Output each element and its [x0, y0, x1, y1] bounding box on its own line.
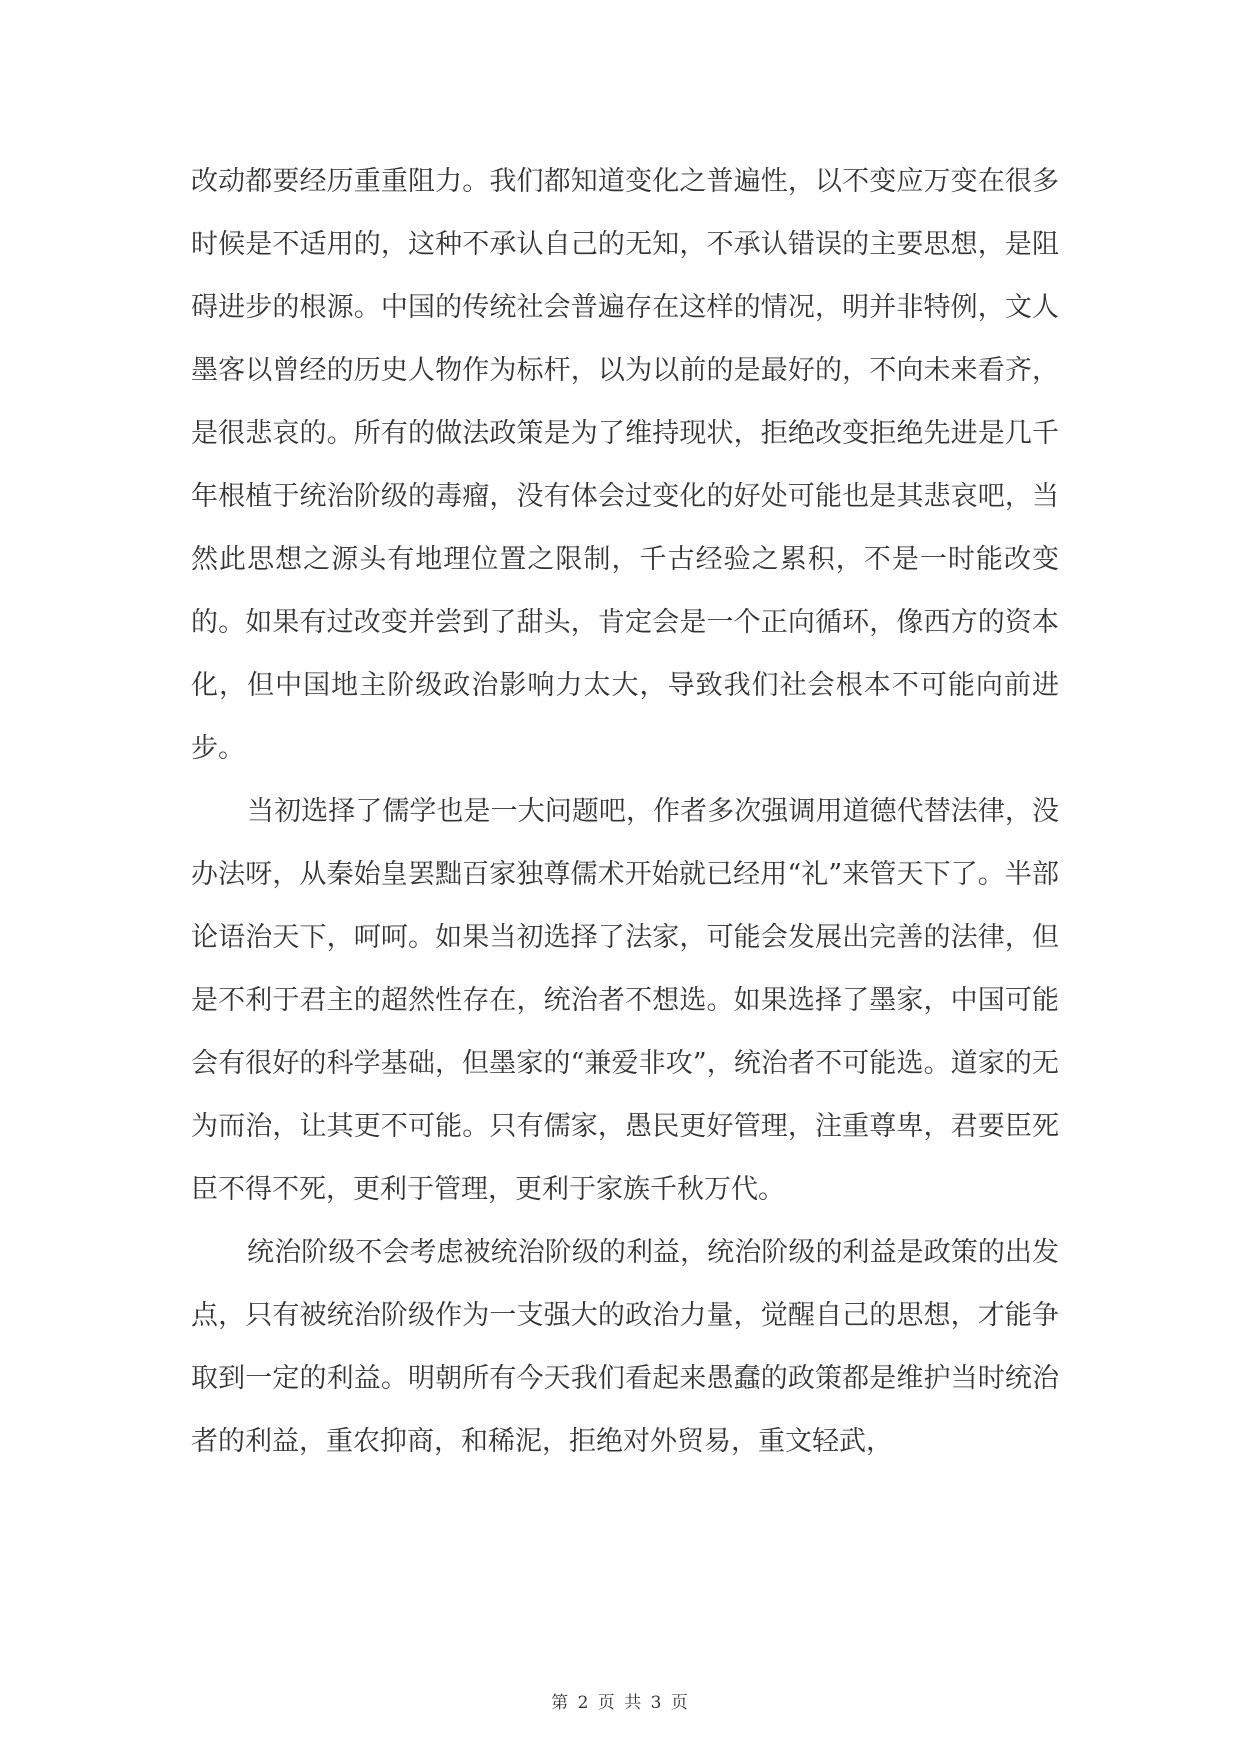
body-text: [191, 150, 1059, 1473]
paragraph-1: 改动都要经历重重阻力。我们都知道变化之普遍性，以不变应万变在很多时候是不适用的，这种不承认自己的无知，不承认错误的主要思想，是阻碍进步的根源。中国的传统社会普遍存在这样的情况，明并非特例，文人墨客以曾经的历史人物作为标杆，以为以前的是最好的，不向未来看齐，是很悲哀的。所有的做法政策是为了维持现状，拒绝改变拒绝先进是几千年根植于统治阶级的毒瘤，没有体会过变化的好处可能也是其悲哀吧，当然此思想之源头有地理位置之限制，千古经验之累积，不是一时能改变的。如果有过改变并尝到了甜头，肯定会是一个正向循环，像西方的资本化，但中国地主阶级政治影响力太大，导致我们社会根本不可能向前进步。: [191, 166, 1059, 764]
paragraph-3: 统治阶级不会考虑被统治阶级的利益，统治阶级的利益是政策的出发点，只有被统治阶级作为一支强大的政治力量，觉醒自己的思想，才能争取到一定的利益。明朝所有今天我们看起来愚蠢的政策都是维护当时统治者的利益，重农抑商，和稀泥，拒绝对外贸易，重文轻武，: [191, 1237, 1059, 1457]
page-footer: 第 2 页 共 3 页: [551, 1693, 690, 1713]
paragraph-2: 当初选择了儒学也是一大问题吧，作者多次强调用道德代替法律，没办法呀，从秦始皇罢黜百家独尊儒术开始就已经用“礼”来管天下了。半部论语治天下，呵呵。如果当初选择了法家，可能会发展出完善的法律，但是不利于君主的超然性存在，统治者不想选。如果选择了墨家，中国可能会有很好的科学基础，但墨家的“兼爱非攻”，统治者不可能选。道家的无为而治，让其更不可能。只有儒家，愚民更好管理，注重尊卑，君要臣死臣不得不死，更利于管理，更利于家族千秋万代。: [191, 796, 1059, 1205]
